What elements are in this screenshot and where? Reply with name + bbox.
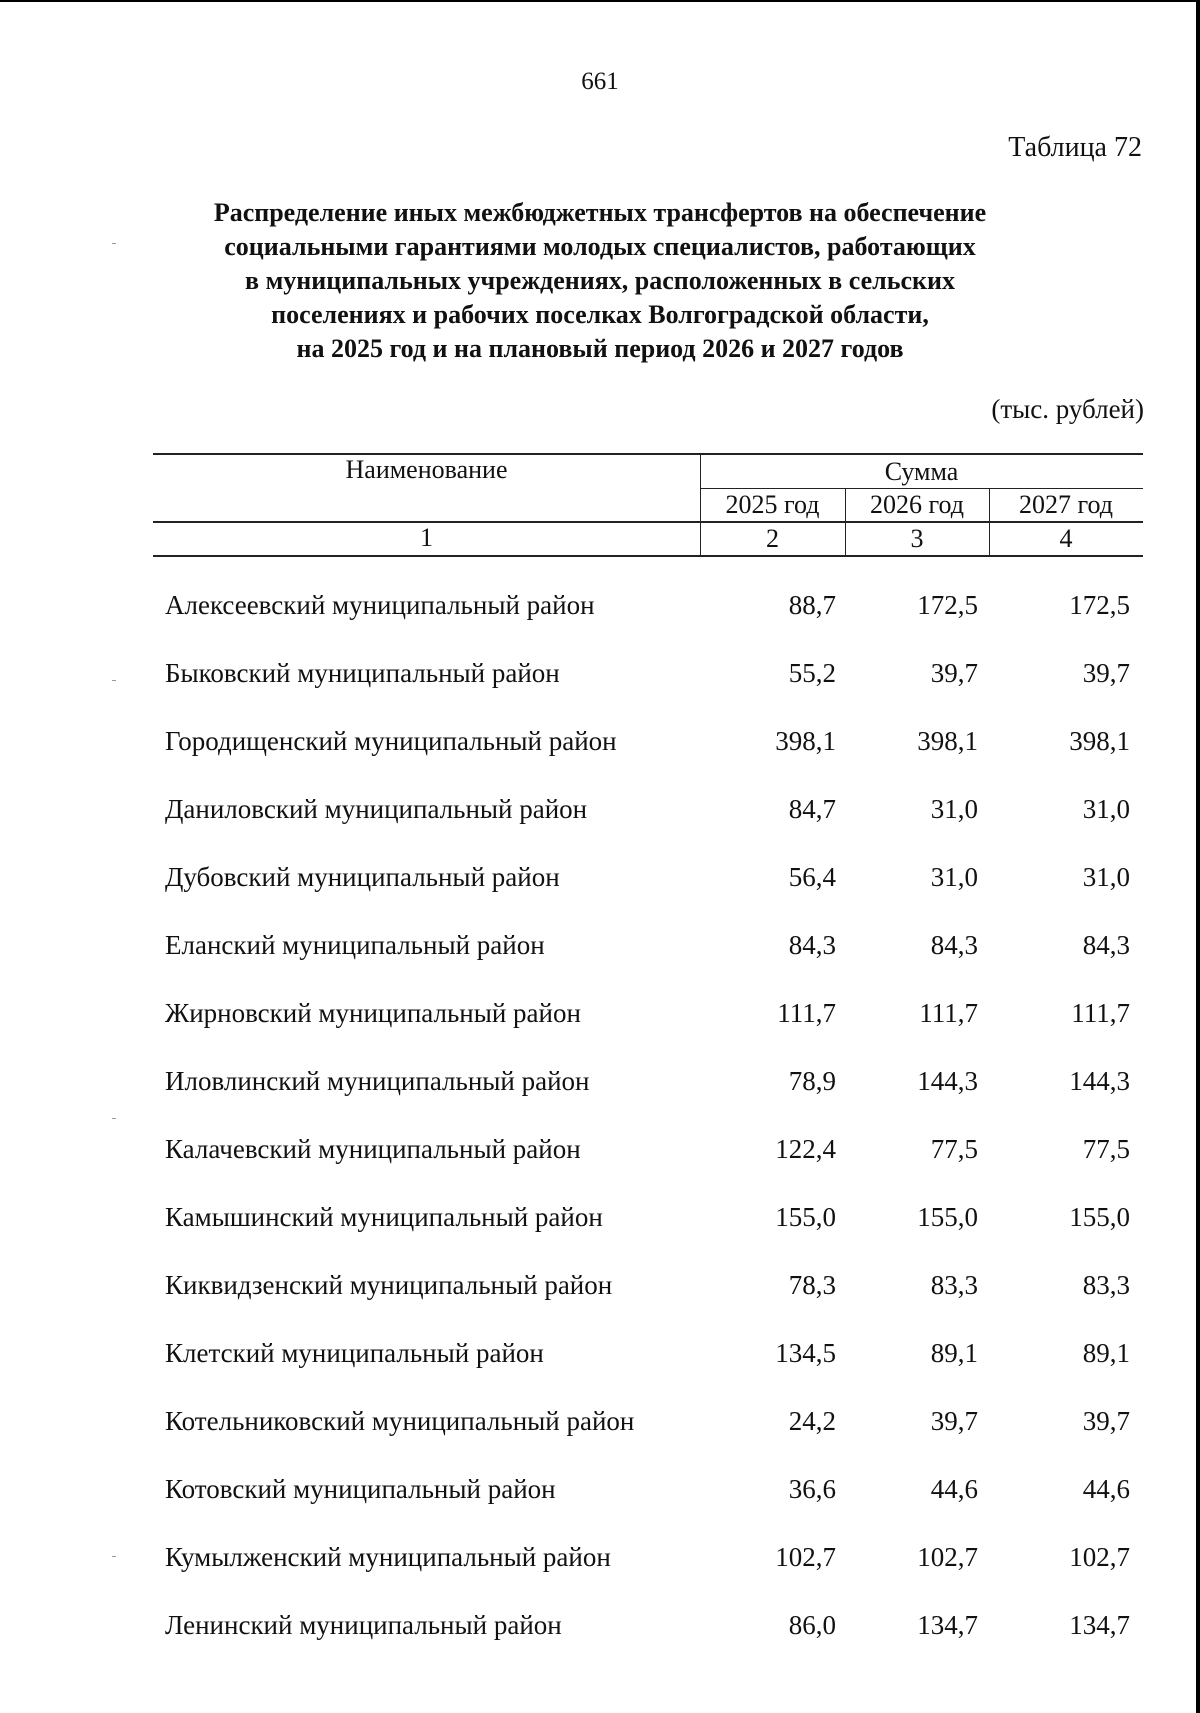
row-value-2027: 77,5	[1082, 1134, 1130, 1164]
header-year-2025: 2025 год	[725, 490, 820, 519]
row-value-2026: 398,1	[917, 726, 978, 756]
row-name: Жирновский муниципальный район	[165, 998, 581, 1028]
row-value-2027: 155,0	[1069, 1202, 1130, 1232]
row-value-2027: 44,6	[1082, 1474, 1130, 1504]
row-value-2025: 55,2	[788, 658, 836, 688]
row-value-2027: 31,0	[1082, 862, 1130, 892]
margin-mark	[112, 1556, 116, 1557]
row-value-2026: 172,5	[917, 590, 978, 620]
row-value-2026: 31,0	[930, 862, 978, 892]
row-value-2026: 31,0	[930, 794, 978, 824]
title-line: в муниципальных учреждениях, расположенных в сельских	[245, 266, 955, 295]
scan-edge-right	[1196, 0, 1200, 1713]
units-label: (тыс. рублей)	[991, 394, 1144, 424]
row-value-2027: 31,0	[1082, 794, 1130, 824]
column-number-1: 1	[420, 523, 433, 552]
row-name: Клетский муниципальный район	[165, 1338, 544, 1368]
row-value-2025: 86,0	[788, 1610, 836, 1640]
row-value-2026: 83,3	[930, 1270, 978, 1300]
column-number-4: 4	[1059, 524, 1073, 553]
row-name: Камышинский муниципальный район	[165, 1202, 603, 1232]
row-value-2025: 398,1	[775, 726, 836, 756]
column-number-3: 3	[910, 524, 924, 553]
header-sum-rule	[700, 488, 1143, 489]
scan-edge-top	[0, 0, 1200, 2]
row-value-2025: 111,7	[777, 998, 836, 1028]
header-name: Наименование	[345, 455, 508, 484]
row-value-2026: 144,3	[917, 1066, 978, 1096]
row-value-2026: 39,7	[930, 658, 978, 688]
row-name: Ленинский муниципальный район	[165, 1610, 562, 1640]
header-year-2026: 2026 год	[870, 490, 964, 519]
row-value-2027: 83,3	[1082, 1270, 1130, 1300]
column-number-2: 2	[766, 524, 779, 553]
title-line: Распределение иных межбюджетных трансфертов на обеспечение	[213, 198, 987, 227]
row-name: Котовский муниципальный район	[165, 1474, 556, 1504]
row-name: Еланский муниципальный район	[165, 930, 545, 960]
row-value-2025: 24,2	[788, 1406, 836, 1436]
title-line: социальными гарантиями молодых специалистов, работающих	[224, 232, 976, 261]
row-value-2025: 78,3	[788, 1270, 836, 1300]
row-value-2026: 39,7	[930, 1406, 978, 1436]
row-value-2025: 36,6	[788, 1474, 836, 1504]
header-sum: Сумма	[884, 457, 959, 486]
row-value-2027: 172,5	[1069, 590, 1130, 620]
row-name: Дубовский муниципальный район	[165, 862, 560, 892]
row-value-2027: 134,7	[1069, 1610, 1130, 1640]
margin-mark	[112, 1118, 116, 1119]
row-value-2025: 155,0	[775, 1202, 836, 1232]
row-value-2027: 144,3	[1069, 1066, 1130, 1096]
row-value-2025: 134,5	[775, 1338, 836, 1368]
margin-mark	[112, 680, 116, 681]
row-value-2025: 122,4	[775, 1134, 836, 1164]
row-value-2026: 155,0	[917, 1202, 978, 1232]
row-value-2027: 84,3	[1082, 930, 1130, 960]
row-name: Городищенский муниципальный район	[165, 726, 617, 756]
row-value-2025: 84,7	[788, 794, 836, 824]
row-name: Киквидзенский муниципальный район	[165, 1270, 613, 1300]
row-name: Калачевский муниципальный район	[165, 1134, 581, 1164]
row-value-2025: 84,3	[788, 930, 836, 960]
header-year-2027: 2027 год	[1019, 490, 1113, 519]
row-value-2026: 102,7	[917, 1542, 978, 1572]
row-value-2025: 56,4	[788, 862, 836, 892]
row-value-2026: 77,5	[930, 1134, 978, 1164]
row-value-2025: 78,9	[788, 1066, 836, 1096]
row-value-2026: 84,3	[930, 930, 978, 960]
row-value-2027: 39,7	[1082, 1406, 1130, 1436]
row-value-2026: 44,6	[930, 1474, 978, 1504]
row-value-2026: 134,7	[917, 1610, 978, 1640]
row-value-2027: 102,7	[1069, 1542, 1130, 1572]
title-line: на 2025 год и на плановый период 2026 и 2027 годов	[296, 334, 904, 363]
header-bottom-rule	[153, 555, 1143, 557]
page-number: 661	[581, 68, 619, 95]
row-value-2027: 39,7	[1082, 658, 1130, 688]
row-name: Алексеевский муниципальный район	[165, 590, 595, 620]
row-value-2027: 89,1	[1082, 1338, 1130, 1368]
row-value-2025: 102,7	[775, 1542, 836, 1572]
table-label: Таблица 72	[1008, 132, 1142, 163]
title-line: поселениях и рабочих поселках Волгоградской области,	[271, 300, 929, 329]
row-value-2025: 88,7	[788, 590, 836, 620]
row-name: Кумылженский муниципальный район	[165, 1542, 611, 1572]
row-name: Котельниковский муниципальный район	[165, 1406, 635, 1436]
row-value-2026: 89,1	[930, 1338, 978, 1368]
row-value-2027: 111,7	[1071, 998, 1130, 1028]
row-name: Даниловский муниципальный район	[165, 794, 588, 824]
row-value-2027: 398,1	[1069, 726, 1130, 756]
row-name: Иловлинский муниципальный район	[165, 1066, 590, 1096]
margin-mark	[112, 243, 116, 244]
row-name: Быковский муниципальный район	[165, 658, 560, 688]
row-value-2026: 111,7	[919, 998, 978, 1028]
table-title	[150, 196, 1050, 366]
